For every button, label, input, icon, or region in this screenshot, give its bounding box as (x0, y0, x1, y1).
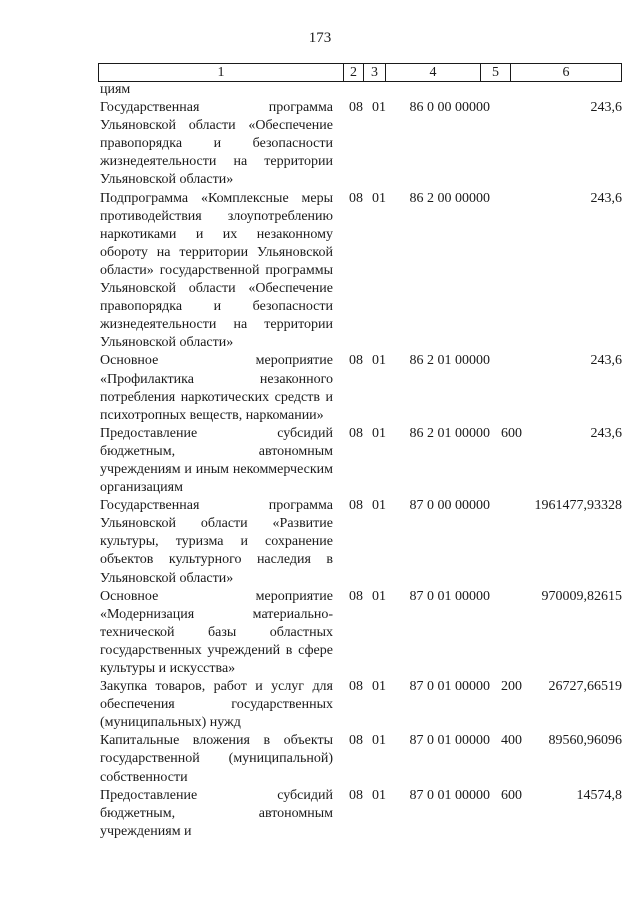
row-target-article: 86 0 00 00000 (409, 100, 490, 116)
row-subsection: 01 (372, 498, 386, 514)
row-target-article: 87 0 00 00000 (409, 498, 490, 514)
page-number: 173 (308, 30, 332, 46)
row-subsection: 01 (372, 190, 386, 206)
row-amount: 243,6 (590, 190, 622, 206)
row-name: циям (100, 82, 131, 97)
row-section: 08 (349, 190, 363, 206)
row-target-article: 87 0 01 00000 (409, 679, 490, 695)
row-subsection: 01 (372, 353, 386, 369)
table-row (100, 190, 630, 353)
row-amount: 970009,82615 (541, 588, 622, 604)
table-row (100, 678, 630, 732)
row-section: 08 (349, 588, 363, 604)
header-col-6: 6 (562, 65, 570, 80)
table-body (100, 81, 630, 841)
row-subsection: 01 (372, 787, 386, 803)
table-header (98, 63, 622, 82)
row-target-article: 86 2 01 00000 (409, 353, 490, 369)
row-expense-type: 600 (501, 425, 522, 441)
row-target-article: 87 0 01 00000 (409, 787, 490, 803)
row-subsection: 01 (372, 100, 386, 116)
row-section: 08 (349, 733, 363, 749)
row-name: Предоставление субсидий бюджетным, автономным учреждениям и (100, 787, 333, 839)
row-subsection: 01 (372, 733, 386, 749)
row-amount: 1961477,93328 (534, 498, 622, 514)
row-section: 08 (349, 425, 363, 441)
row-expense-type: 400 (501, 733, 522, 749)
table-row (100, 787, 630, 841)
row-section: 08 (349, 498, 363, 514)
row-name: Капитальные вложения в объекты государственной (муниципальной) собственности (100, 733, 333, 785)
row-amount: 243,6 (590, 425, 622, 441)
header-col-1: 1 (99, 64, 344, 81)
row-section: 08 (349, 787, 363, 803)
header-col-4: 4 (386, 64, 481, 81)
row-subsection: 01 (372, 679, 386, 695)
row-name: Основное мероприятие «Модернизация материально-технической базы областных государственных учреждений в сфере культуры и искусства» (100, 588, 333, 676)
row-name: Основное мероприятие «Профилактика незаконного потребления наркотических средств и психотропных веществ, наркомании» (100, 353, 333, 423)
row-name: Закупка товаров, работ и услуг для обеспечения государственных (муниципальных) нужд (100, 679, 333, 731)
row-name: Подпрограмма «Комплексные меры противодействия злоупотреблению наркотиками и их незаконному обороту на территории Ульяновской области» государственной программы Ульяновской области «Обеспечение правопорядка и безопасности жизнедеятельности на территории Ульяновской области» (100, 190, 333, 351)
row-target-article: 86 2 00 00000 (409, 190, 490, 206)
row-target-article: 86 2 01 00000 (409, 425, 490, 441)
row-subsection: 01 (372, 588, 386, 604)
row-expense-type: 600 (501, 787, 522, 803)
row-name: Государственная программа Ульяновской области «Обеспечение правопорядка и безопасности жизнедеятельности на территории Ульяновской области» (100, 100, 333, 188)
header-col-2: 2 (344, 64, 364, 81)
row-name: Предоставление субсидий бюджетным, автономным учреждениям и иным некоммерческим организациям (100, 425, 333, 496)
table-row (100, 425, 630, 497)
table-row (100, 99, 630, 189)
table-row (100, 588, 630, 678)
table-row (100, 732, 630, 786)
row-amount: 243,6 (590, 100, 622, 116)
row-amount: 14574,8 (576, 787, 622, 803)
row-section: 08 (349, 353, 363, 369)
table-row (100, 352, 630, 424)
header-col-5: 5 (481, 64, 511, 81)
row-amount: 89560,96096 (548, 733, 622, 749)
header-col-3: 3 (364, 64, 386, 81)
row-subsection: 01 (372, 425, 386, 441)
table-row (100, 497, 630, 587)
row-section: 08 (349, 100, 363, 116)
table-row (100, 81, 630, 99)
row-expense-type: 200 (501, 679, 522, 695)
row-amount: 26727,66519 (548, 679, 622, 695)
row-name: Государственная программа Ульяновской области «Развитие культуры, туризма и сохранение объектов культурного наследия в Ульяновской области» (100, 498, 333, 586)
row-amount: 243,6 (590, 353, 622, 369)
row-target-article: 87 0 01 00000 (409, 588, 490, 604)
row-target-article: 87 0 01 00000 (409, 733, 490, 749)
row-section: 08 (349, 679, 363, 695)
